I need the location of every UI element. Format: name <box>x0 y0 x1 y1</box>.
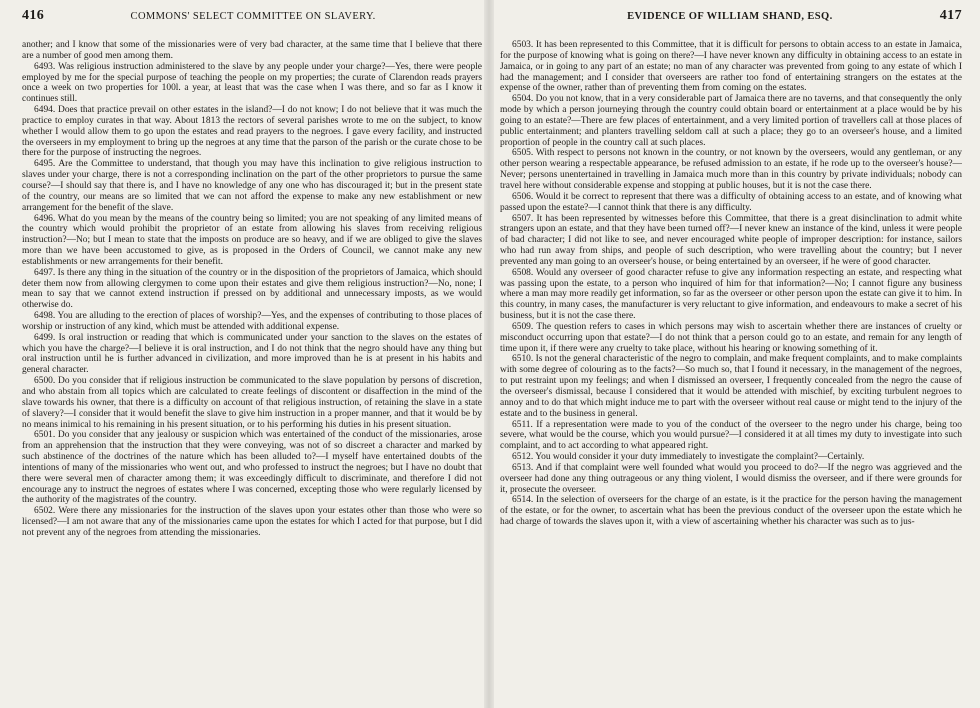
paragraph: 6495. Are the Committee to understand, that though you may have this inclination to give religious instruction to slaves under your charge, there is not a corresponding inclination on the part of the other proprietors to pursue the same course?—I should say that there is, and I have no knowledge of any one who has discouraged it; but in the present state of the country, our means are so limited that we can not afford the expense to make any new establishment or new arrangement for the benefit of the slave. <box>22 159 482 213</box>
left-running-head <box>22 8 482 30</box>
paragraph: 6500. Do you consider that if religious instruction be communicated to the slave population by persons of discretion, and who abstain from all topics which are calculated to create feelings of discontent or disaffection in the mind of the slave towards his owner, that there is a difficulty on account of that religious instruction, of retaining the slave in a state of slavery?—I consider that it would benefit the slave to give him instruction in a proper manner, and that it would be by no means inimical to his remaining in his present situation, or to his performing his duties in his present situation. <box>22 376 482 430</box>
right-body-text <box>500 40 962 528</box>
paragraph: 6504. Do you not know, that in a very considerable part of Jamaica there are no taverns, and that consequently the only mode by which a person journeying through the country could obtain board or entertainment at a place would be by his going to an estate?—There are few places of entertainment, and a very limited portion of travellers call at those places of public entertainment; and planters travelling seldom call at such a place; they go to an overseer's house, and a limited proportion of people in the country call at such places. <box>500 94 962 148</box>
paragraph: 6512. You would consider it your duty immediately to investigate the complaint?—Certainly. <box>512 452 865 463</box>
paragraph: 6501. Do you consider that any jealousy or suspicion which was entertained of the conduct of the missionaries, arose from an apprehension that the instruction that they were conveying, was not of so discreet a character and marked by such abstinence of the doctrines of the nature which has been alluded to?—I myself have entertained doubts of the intentions of many of the missionaries who went out, and who professed to instruct the negroes; but I have no doubt that there were several men of character among them; it was exceedingly difficult to discriminate, and therefore I did not encourage any to instruct the negroes of estates where I was concerned, excepting those who were regularly licensed by the authority of the magistrates of the country. <box>22 430 482 506</box>
paragraph: 6514. In the selection of overseers for the charge of an estate, is it the practice for the person having the management of the estate, or for the owner, to ascertain what has been the previous conduct of the overseer upon the estate which he had charge of towards the slaves upon it, with a view of ascertaining whether his character was such as to jus- <box>500 495 962 528</box>
left-running-title: COMMONS' SELECT COMMITTEE ON SLAVERY. <box>130 11 376 22</box>
right-page-number: 417 <box>939 8 962 23</box>
paragraph: 6510. Is not the general characteristic of the negro to complain, and make frequent complaints, and to make complaints with some degree of colouring as to the facts?—So much so, that I found it necessary, in the management of the negroes, to put restraint upon my feelings; and when I dismissed an overseer, I frequently concealed from the negro the cause of the overseer's dismissal, because I considered that it would be attended with mischief, by exciting turbulent negroes to annoy and to do that which might induce me to part with the overseer without real cause or might tend to the injury of the estate and to the business in general. <box>500 354 962 419</box>
paragraph: 6505. With respect to persons not known in the country, or not known by the overseers, would any gentleman, or any other person wearing a respectable appearance, be refused admission to an estate, if he rode up to the overseer's house?—Never; persons unentertained in travelling in Jamaica much more than in this country by private individuals; nobody can travel here without considerable expense and stopping at public houses, but it is not the case there. <box>500 148 962 191</box>
paragraph: 6506. Would it be correct to represent that there was a difficulty of obtaining access to an estate, and of knowing what passed upon the estate?—I cannot think that there is any difficulty. <box>500 191 962 213</box>
paragraph: 6498. You are alluding to the erection of places of worship?—Yes, and the expenses of contributing to those places of worship or instruction of any kind, which must be attended with additional expense. <box>22 311 482 332</box>
paragraph: 6493. Was religious instruction administered to the slave by any people under your charge?—Yes, there were people employed by me for the special purpose of teaching the people on my properties; the curate of Clarendon reads prayers once a week on two properties for 100l. a year, at least that was the case when I was there, and so far as I know it continues still. <box>22 61 482 105</box>
paragraph: 6507. It has been represented by witnesses before this Committee, that there is a great disinclination to admit white strangers upon an estate, and that they have been turned off?—I never knew an instance of the kind, unless it were people of bad character; I did not like to see, and never encouraged white people of improper description: for instance, sailors who had run away from ships, and people of such description, who were travelling about the country; but I never prevented any man going to an overseer's house, or being entertained by an overseer, if he were of good character. <box>500 213 962 267</box>
paragraph: 6494. Does that practice prevail on other estates in the island?—I do not know; I do not believe that it was much the practice to employ curates in that way. About 1813 the rectors of several parishes wrote to me on the subject, to know whether I would allow them to go upon the estates and read prayers to the negroes. I gave every facility, and instructed the overseers in my employment to bring up the negroes at any time that the parson of the parish or the curate chose to be there for the purpose of instructing the negroes. <box>22 105 482 159</box>
paragraph: 6511. If a representation were made to you of the conduct of the overseer to the negro under his charge, being too severe, what would be the course, which you would pursue?—I considered it at all times my duty to investigate into such complaint, and to act according to what appeared right. <box>500 419 962 452</box>
paragraph: 6499. Is oral instruction or reading that which is communicated under your sanction to the slaves on the estates of which you have the charge?—I believe it is oral instruction, and I do not think that the negro should have any thing but oral instruction until he is further advanced in civilization, and more improved than he is at present in his habits and general character. <box>22 332 482 376</box>
paragraph: 6496. What do you mean by the means of the country being so limited; you are not speaking of any limited means of the country which would prohibit the proprietor of an estate from allowing his slaves from receiving religious instruction?—No; but I mean to state that the imposts on produce are so heavy, and if we are obliged to give the slaves more than we have been accustomed to give, as is proposed in the Orders of Council, we cannot make any new establishments or new arrangements for their benefit. <box>22 213 482 267</box>
right-running-title: EVIDENCE OF WILLIAM SHAND, ESQ. <box>627 11 833 22</box>
paragraph: 6503. It has been represented to this Committee, that it is difficult for persons to obtain access to an estate in Jamaica, for the purpose of knowing what is going on there?—I have never known any difficulty in obtaining access to an estate in Jamaica, or in going to any part of an estate; no man of any character was prevented from going to any estate of which I had the management; and I consider that overseers are rather too fond of entertaining strangers on the estates at the expense of the owner, rather than of preventing them from coming on the estates. <box>500 40 962 94</box>
paragraph: 6502. Were there any missionaries for the instruction of the slaves upon your estates other than those who were so licensed?—I am not aware that any of the missionaries came upon the estates for which I acted for that purpose, but I did not prevent any of the negroes from attending the missionaries. <box>22 506 482 538</box>
paragraph: 6508. Would any overseer of good character refuse to give any information respecting an estate, and respecting what was passing upon the estate, to a person who inquired of him for that information?—No; I cannot figure any business where a man may more readily get information, so far as the overseer or other person upon the estate can give it to him. In this country, in many cases, the manufacturer is very reluctant to give information, and endeavours to make a secret of his business, but it is not the case there. <box>500 267 962 322</box>
left-body-text <box>22 40 482 539</box>
left-page <box>0 0 488 708</box>
paragraph: 6497. Is there any thing in the situation of the country or in the disposition of the proprietors of Jamaica, which should deter them now from allowing clergymen to come upon their estates and give them religious instruction?—No, none; I mean to say that we cannot extend instruction if pressed on by additional and unnecessary imposts, as we would otherwise do. <box>22 267 482 311</box>
paragraph: 6509. The question refers to cases in which persons may wish to ascertain whether there are instances of cruelty or misconduct occurring upon that estate?—I do not think that a person could go to an estate, and remain for any length of time upon it, if there were any cruelty to take place, without his hearing or knowing something of it. <box>500 321 962 354</box>
paragraph: another; and I know that some of the missionaries were of very bad character, at the same time that I believe that there are a number of good men among them. <box>22 40 482 61</box>
right-page <box>492 0 980 708</box>
right-running-head <box>500 8 962 30</box>
left-page-number: 416 <box>22 8 45 23</box>
paragraph: 6513. And if that complaint were well founded what would you proceed to do?—If the negro was aggrieved and the overseer had done any thing outrageous or any thing violent, I would dismiss the overseer, and if there were grounds for it, prosecute the overseer. <box>500 462 962 495</box>
